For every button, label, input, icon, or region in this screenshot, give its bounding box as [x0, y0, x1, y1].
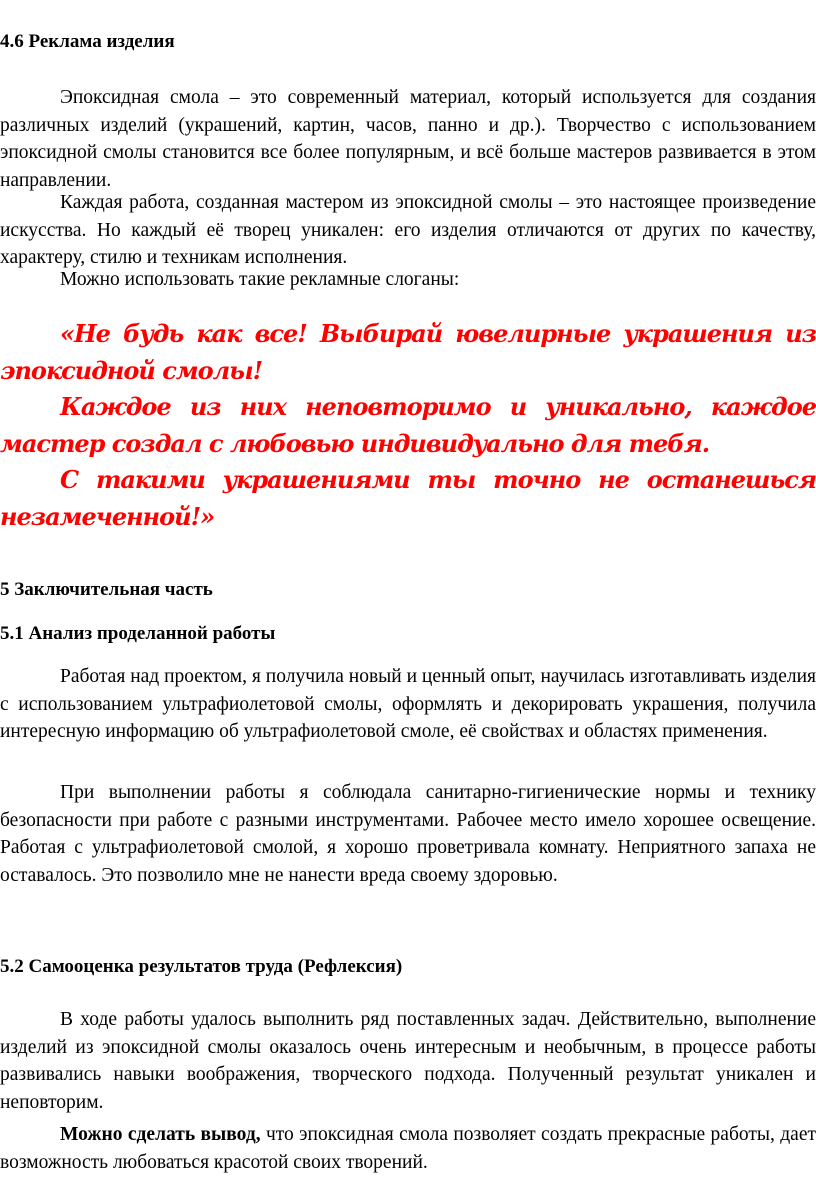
section-heading-5-2: 5.2 Самооценка результатов труда (Рефлексия) [0, 956, 403, 977]
section-heading-4-6: 4.6 Реклама изделия [0, 31, 175, 52]
conclusion-rest: что эпоксидная смола позволяет создать прекрасные работы, дает возможность любоваться красотой своих творений. [0, 1124, 816, 1173]
section-heading-5: 5 Заключительная часть [0, 579, 213, 600]
slogan-2: Каждое из них неповторимо и уникально, каждое мастер создал с любовью индивидуально для тебя. [0, 392, 816, 458]
conclusion-lead: Можно сделать вывод, [60, 1124, 261, 1145]
paragraph-safety: При выполнении работы я соблюдала санитарно-гигиенические нормы и технику безопасности при работе с разными инструментами. Рабочее место имело хорошее освещение. Работая с ультрафиолетовой смолой, я хорошо проветривала комнату. Неприятного запаха не оставалось. Это позволило мне не нанести вреда своему здоровью. [0, 782, 816, 886]
slogan-1: «Не будь как все! Выбирай ювелирные украшения из эпоксидной смолы! [0, 319, 816, 385]
section-heading-5-1: 5.1 Анализ проделанной работы [0, 623, 276, 644]
paragraph-masterpiece: Каждая работа, созданная мастером из эпоксидной смолы – это настоящее произведение искусства. Но каждый её творец уникален: его изделия отличаются от других по качеству, характеру, стилю и техникам исполнения. [0, 192, 816, 269]
paragraph-epoxy-intro: Эпоксидная смола – это современный материал, который используется для создания различных изделий (украшений, картин, часов, панно и др.). Творчество с использованием эпоксидной смолы становится все более популярным, и всё больше мастеров развивается в этом направлении. [0, 87, 816, 191]
paragraph-slogans-intro: Можно использовать такие рекламные слоганы: [60, 269, 460, 290]
slogans-block [0, 316, 816, 535]
paragraph-conclusion [0, 1121, 816, 1176]
paragraph-work-analysis: Работая над проектом, я получила новый и ценный опыт, научилась изготавливать изделия с использованием ультрафиолетовой смолы, оформлять и декорировать украшения, получила интересную информацию об ультрафиолетовой смоле, её свойствах и областях применения. [0, 666, 816, 743]
paragraph-self-assessment: В ходе работы удалось выполнить ряд поставленных задач. Действительно, выполнение изделий из эпоксидной смолы оказалось очень интересным и необычным, в процессе работы развивались навыки воображения, творческого подхода. Полученный результат уникален и неповторим. [0, 1009, 816, 1113]
slogan-3: С такими украшениями ты точно не останешься незамеченной!» [0, 465, 816, 531]
